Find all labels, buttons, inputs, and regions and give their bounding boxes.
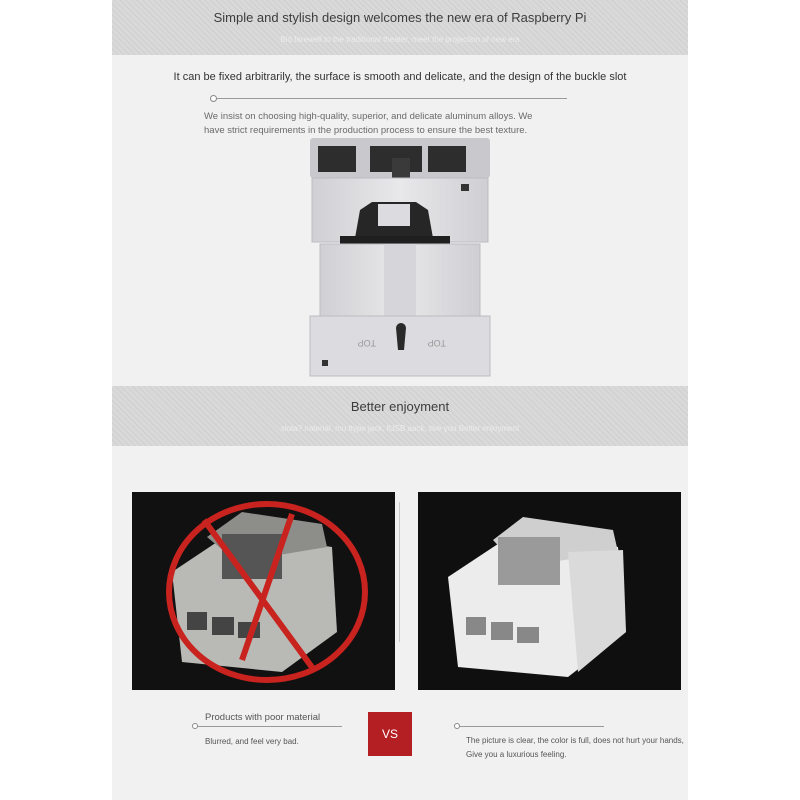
feature-paragraph xyxy=(204,110,532,138)
enjoyment-subtitle: slota? naterial, mu ttype jack, IUSB aack, tive you Better enjoyment xyxy=(280,424,520,433)
header-subtitle: Bid farewell to the traditional theater, meet the projection of new era xyxy=(280,35,520,44)
product-page xyxy=(112,0,688,800)
good-product-text: The picture is clear, the color is full, does not hurt your hands, xyxy=(466,736,684,745)
feature-rule xyxy=(217,98,567,99)
right-rule xyxy=(460,726,604,727)
case-mark-left: TOP xyxy=(357,338,376,348)
left-rule xyxy=(198,726,342,727)
good-product-text: Give you a luxurious feeling. xyxy=(466,750,567,759)
case-mark-right: TOP xyxy=(427,338,446,348)
case-back-photo xyxy=(300,138,500,378)
feature-heading: It can be fixed arbitrarily, the surface is smooth and delicate, and the design of the buckle slot xyxy=(173,71,627,83)
enjoyment-title: Better enjoyment xyxy=(350,399,450,414)
vs-badge: VS xyxy=(368,712,412,756)
rule-dot-icon xyxy=(210,95,217,102)
header-title: Simple and stylish design welcomes the new era of Raspberry Pi xyxy=(213,10,587,25)
comparison-divider xyxy=(399,502,400,642)
enjoyment-band xyxy=(112,386,688,446)
good-product-photo xyxy=(418,492,681,690)
poor-product-text: Blurred, and feel very bad. xyxy=(205,737,299,746)
header-band xyxy=(112,0,688,55)
poor-product-photo xyxy=(132,492,395,690)
feature-paragraph-line: have strict requirements in the production process to ensure the best texture. xyxy=(204,125,528,136)
poor-product-title: Products with poor material xyxy=(205,712,321,723)
feature-paragraph-line: We insist on choosing high-quality, superior, and delicate aluminum alloys. We xyxy=(204,111,533,122)
